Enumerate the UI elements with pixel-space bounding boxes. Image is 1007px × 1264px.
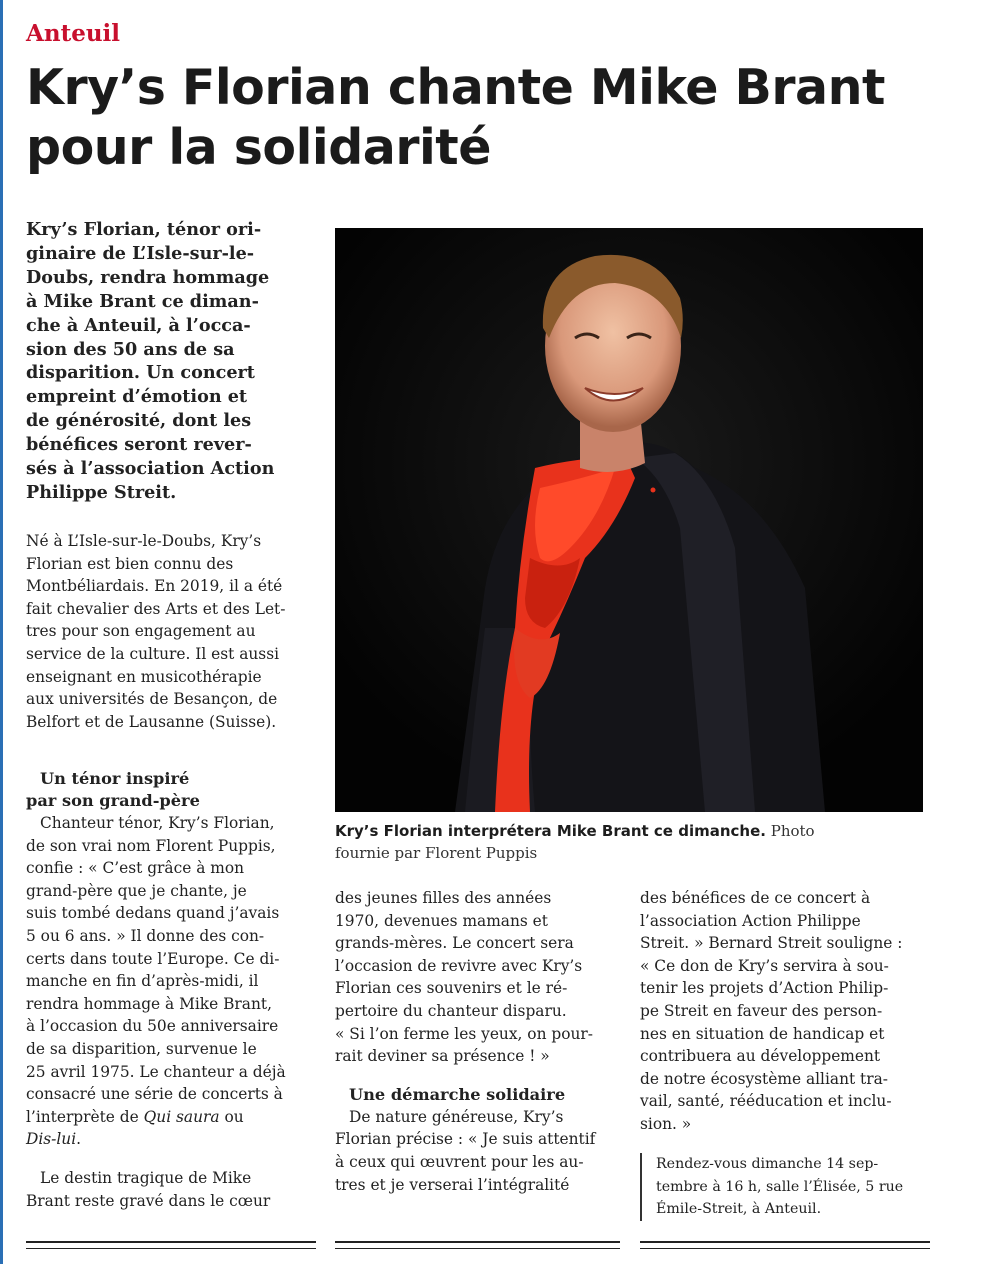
column-divider xyxy=(640,1248,930,1249)
body-line: « Ce don de Kry’s servira à sou- xyxy=(640,956,889,975)
headline-line: pour la solidarité xyxy=(26,119,491,176)
body-line: aux universités de Besançon, de xyxy=(26,690,278,709)
info-line: Émile-Streit, à Anteuil. xyxy=(656,1201,822,1218)
body-line: à l’occasion du 50e anniversaire xyxy=(26,1017,279,1036)
body-line: De nature généreuse, Kry’s xyxy=(349,1107,564,1126)
subheading: Une démarche solidaire xyxy=(349,1084,566,1104)
body-line: grands-mères. Le concert sera xyxy=(335,934,574,953)
info-line: tembre à 16 h, salle l’Élisée, 5 rue xyxy=(656,1178,904,1195)
body-line: service de la culture. Il est aussi xyxy=(26,644,280,663)
body-line: manche en fin d’après-midi, il xyxy=(26,972,259,991)
info-line: Rendez-vous dimanche 14 sep- xyxy=(656,1156,879,1172)
body-line: sion. » xyxy=(640,1114,692,1133)
photo-credit: fournie par Florent Puppis xyxy=(335,844,538,862)
lead-line: Kry’s Florian, ténor ori- xyxy=(26,219,262,240)
body-line: nes en situation de handicap et xyxy=(640,1024,885,1043)
work-title: Qui saura xyxy=(143,1107,220,1126)
body-line: rendra hommage à Mike Brant, xyxy=(26,994,272,1013)
body-line: confie : « C’est grâce à mon xyxy=(26,859,245,878)
caption-text: Kry’s Florian interprétera Mike Brant ce dimanche. xyxy=(335,822,766,840)
body-line: suis tombé dedans quand j’avais xyxy=(26,904,280,923)
body-line: « Si l’on ferme les yeux, on pour- xyxy=(335,1024,593,1043)
body-line: Né à L’Isle-sur-le-Doubs, Kry’s xyxy=(26,532,262,550)
event-info-box xyxy=(640,1153,956,1221)
lead-line: sion des 50 ans de sa xyxy=(26,338,235,360)
body-line: Brant reste gravé dans le cœur xyxy=(26,1191,271,1210)
body-line: de notre écosystème alliant tra- xyxy=(640,1069,888,1088)
lead-line: ginaire de L’Isle-sur-le- xyxy=(26,242,255,264)
body-line: Belfort et de Lausanne (Suisse). xyxy=(26,712,277,731)
section-kicker: Anteuil xyxy=(26,20,121,47)
body-text: ou xyxy=(224,1107,244,1126)
lead-line: empreint d’émotion et xyxy=(26,386,248,408)
headline xyxy=(26,58,986,178)
body-column-2 xyxy=(335,887,620,1196)
body-line: 1970, devenues mamans et xyxy=(335,911,548,930)
lead-paragraph xyxy=(26,218,316,505)
body-line: Montbéliardais. En 2019, il a été xyxy=(26,577,283,596)
body-line: l’association Action Philippe xyxy=(640,911,861,930)
body-line: l’occasion de revivre avec Kry’s xyxy=(335,956,583,975)
body-line: fait chevalier des Arts et des Let- xyxy=(26,599,286,618)
body-line: pertoire du chanteur disparu. xyxy=(335,1001,567,1020)
body-line: tres pour son engagement au xyxy=(26,622,256,641)
subheading: par son grand-père xyxy=(26,791,200,810)
body-line: enseignant en musicothérapie xyxy=(26,667,262,686)
lead-line: sés à l’association Action xyxy=(26,458,275,480)
lead-line: bénéfices seront rever- xyxy=(26,434,252,456)
body-text: l’interprète de xyxy=(26,1107,139,1126)
lead-line: che à Anteuil, à l’occa- xyxy=(26,314,251,336)
body-line: pe Streit en faveur des person- xyxy=(640,1001,883,1020)
column-divider xyxy=(26,1248,316,1249)
body-line: des jeunes filles des années xyxy=(335,889,552,907)
work-title: Dis-lui xyxy=(26,1130,77,1149)
body-line: à ceux qui œuvrent pour les au- xyxy=(335,1152,584,1171)
body-line: de sa disparition, survenue le xyxy=(26,1039,257,1058)
body-line: certs dans toute l’Europe. Ce di- xyxy=(26,949,280,968)
body-line: tres et je verserai l’intégralité xyxy=(335,1175,570,1194)
body-line: consacré une série de concerts à xyxy=(26,1085,283,1104)
body-line xyxy=(26,1128,316,1151)
body-line: 5 ou 6 ans. » Il donne des con- xyxy=(26,926,265,945)
body-line: Streit. » Bernard Streit souligne : xyxy=(640,934,903,953)
portrait-illustration xyxy=(335,228,923,812)
body-line: Florian est bien connu des xyxy=(26,554,234,573)
lead-line: de générosité, dont les xyxy=(26,410,252,432)
body-line: 25 avril 1975. Le chanteur a déjà xyxy=(26,1062,286,1081)
body-line: grand-père que je chante, je xyxy=(26,881,247,900)
photo-credit: Photo xyxy=(770,822,815,840)
body-column-1 xyxy=(26,768,316,1212)
column-divider xyxy=(335,1248,620,1249)
lead-line: Doubs, rendra hommage xyxy=(26,266,270,288)
body-line: Le destin tragique de Mike xyxy=(40,1168,252,1187)
column-divider xyxy=(26,1241,316,1243)
body-line: Florian ces souvenirs et le ré- xyxy=(335,979,568,998)
body-paragraph-intro xyxy=(26,530,316,733)
body-line: rait deviner sa présence ! » xyxy=(335,1047,550,1066)
body-column-3 xyxy=(640,887,930,1136)
body-line: tenir les projets d’Action Philip- xyxy=(640,979,889,998)
body-line: Florian précise : « Je suis attentif xyxy=(335,1130,596,1149)
body-text: . xyxy=(76,1130,82,1149)
column-divider xyxy=(640,1241,930,1243)
body-line: contribuera au développement xyxy=(640,1047,881,1066)
headline-line: Kry’s Florian chante Mike Brant xyxy=(26,59,885,116)
portrait-photo xyxy=(335,228,923,812)
column-divider xyxy=(335,1241,620,1243)
body-line: vail, santé, rééducation et inclu- xyxy=(640,1092,892,1111)
subheading: Un ténor inspiré xyxy=(40,769,190,788)
body-line: Chanteur ténor, Kry’s Florian, xyxy=(40,814,275,832)
lead-line: Philippe Streit. xyxy=(26,481,177,503)
body-line: de son vrai nom Florent Puppis, xyxy=(26,836,276,855)
photo-caption xyxy=(335,820,935,864)
lead-line: disparition. Un concert xyxy=(26,362,255,384)
lead-line: à Mike Brant ce diman- xyxy=(26,290,259,312)
body-line: des bénéfices de ce concert à xyxy=(640,889,871,907)
body-line xyxy=(26,1106,316,1129)
page-edge-rule xyxy=(0,0,3,1264)
